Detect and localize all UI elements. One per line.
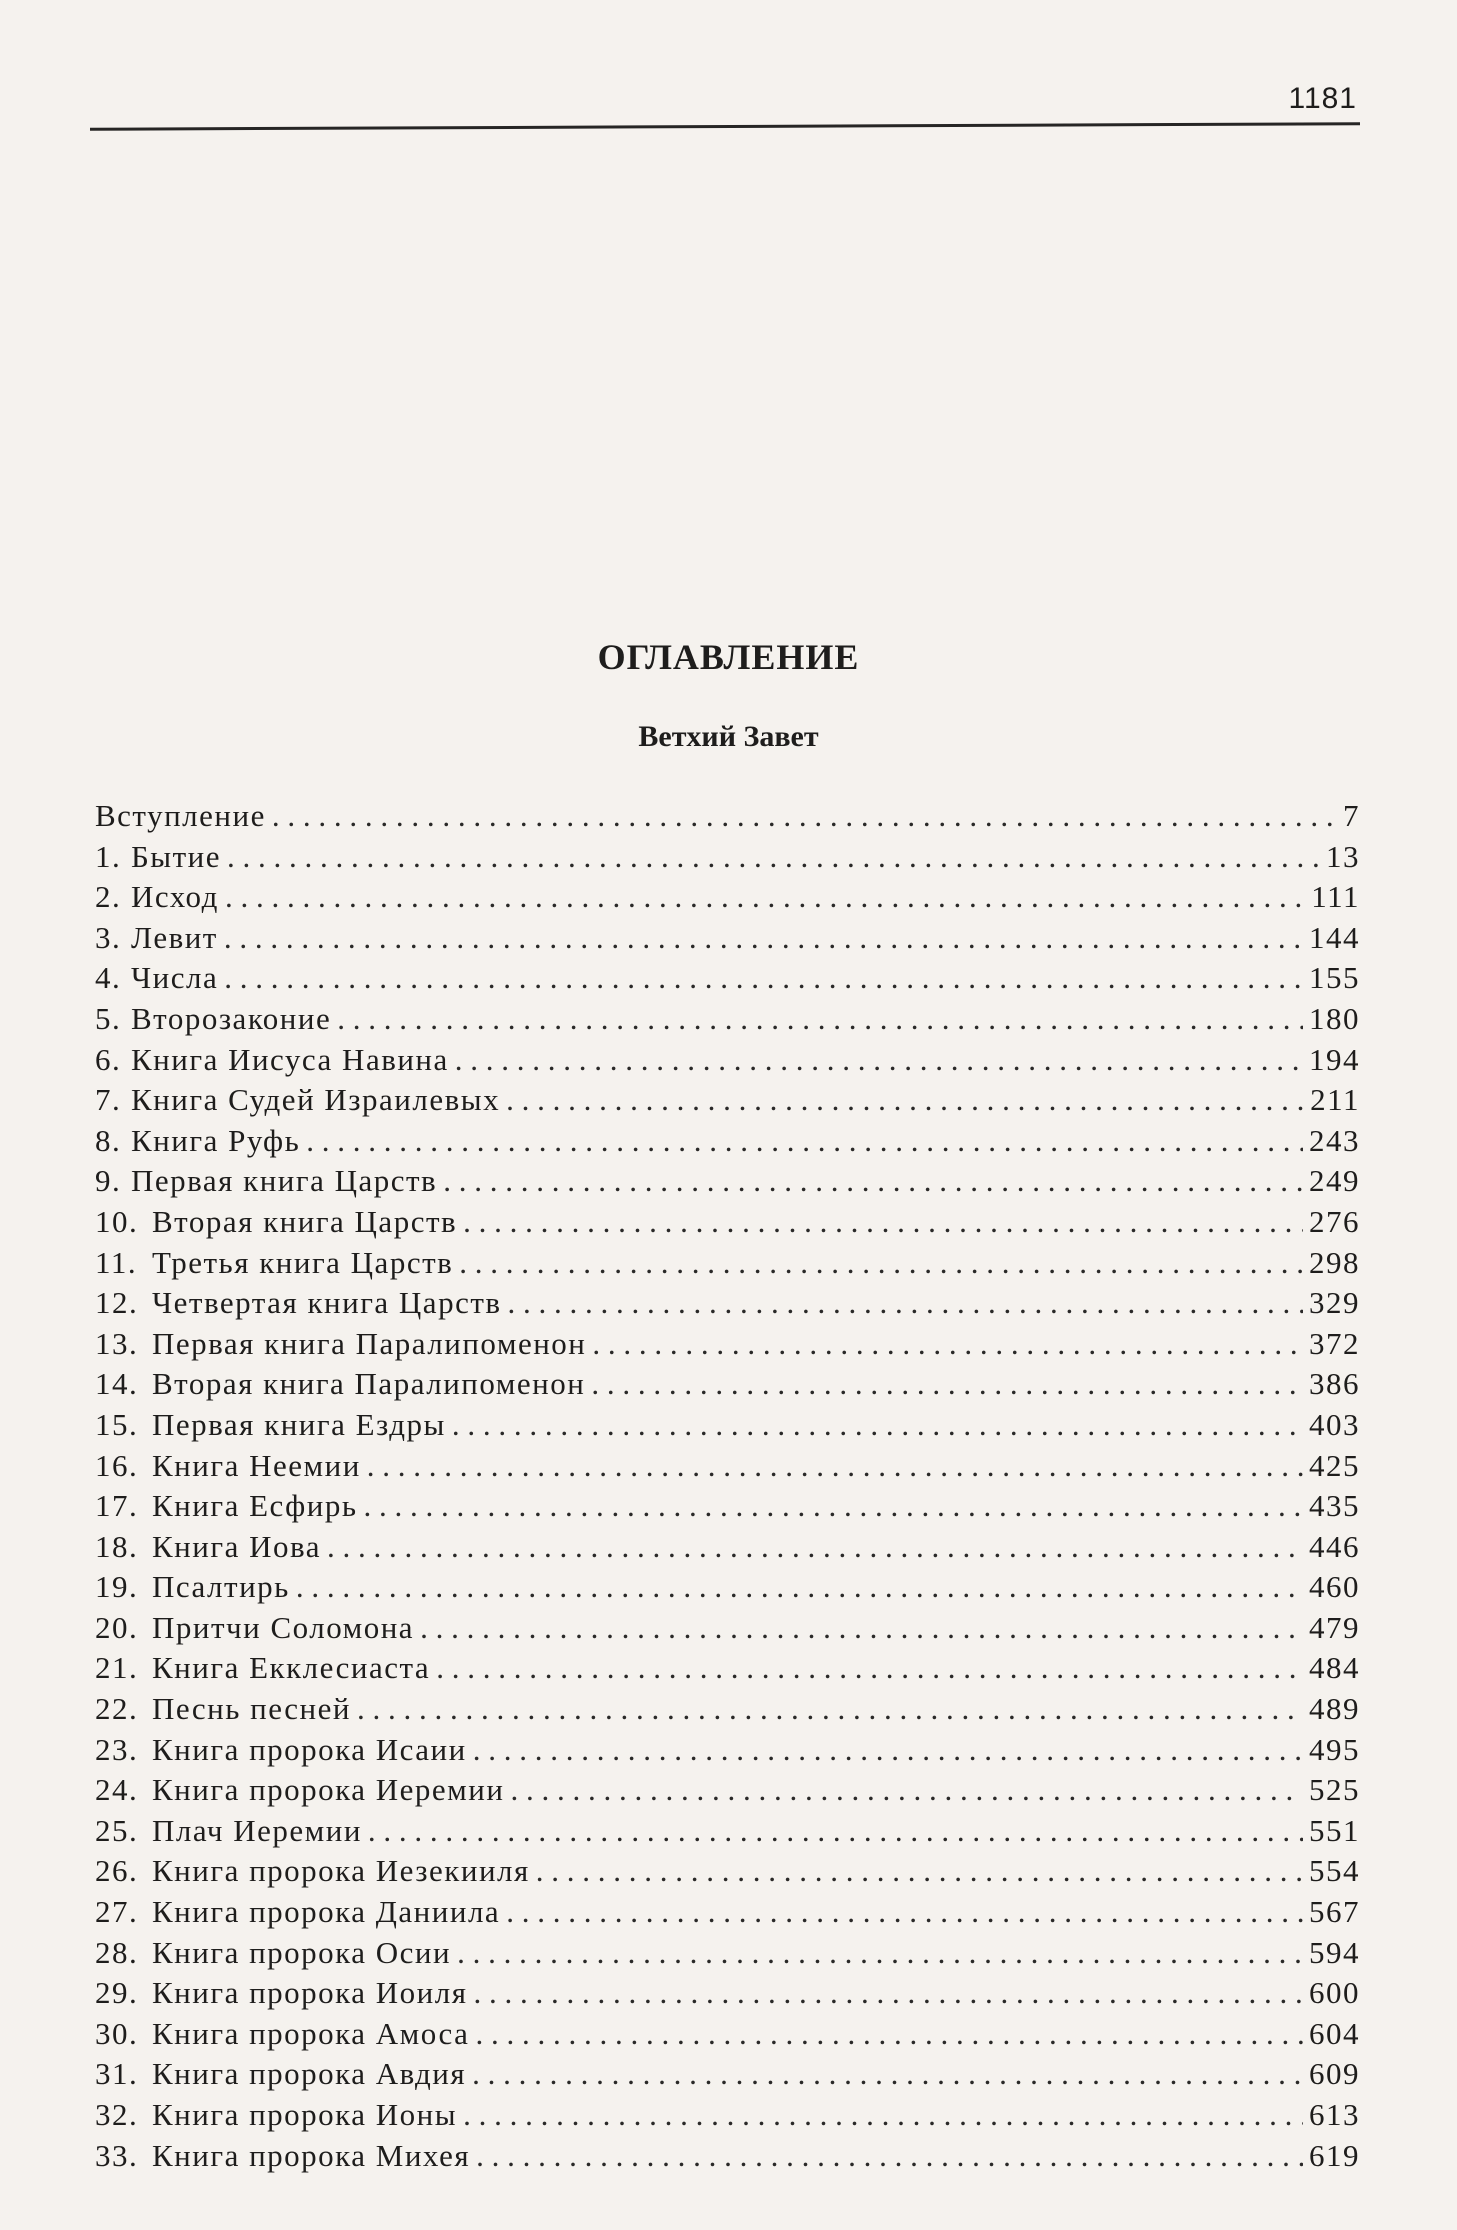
toc-entry-title: Книга пророка Осии: [152, 1934, 452, 1970]
toc-entry-page: 111: [1311, 879, 1360, 915]
toc-entry-number: 7.: [95, 1082, 122, 1118]
dot-leader: [452, 1407, 1303, 1443]
toc-entry-page: 249: [1309, 1163, 1360, 1199]
toc-entry: [95, 2138, 1360, 2179]
toc-entry-title: Бытие: [131, 838, 222, 874]
dot-leader: [472, 2056, 1303, 2092]
toc-entry-number: 15.: [95, 1406, 139, 1442]
toc-entry-page: 435: [1309, 1488, 1360, 1524]
dot-leader: [363, 1488, 1303, 1524]
toc-entry: [95, 1853, 1360, 1894]
toc-entry-page: 567: [1309, 1894, 1360, 1930]
toc-entry-title: Книга пророка Иоиля: [152, 1975, 468, 2011]
toc-entry-page: 298: [1309, 1244, 1360, 1280]
toc-entry: [95, 2056, 1360, 2097]
dot-leader: [510, 1772, 1303, 1808]
toc-entry-title: Псалтирь: [152, 1569, 290, 1605]
table-of-contents: [95, 798, 1360, 2178]
toc-entry-page: 386: [1309, 1366, 1360, 1402]
toc-entry: [95, 1163, 1360, 1204]
dot-leader: [443, 1163, 1303, 1199]
toc-entry-page: 329: [1309, 1285, 1360, 1321]
toc-entry-page: 551: [1309, 1812, 1360, 1848]
dot-leader: [357, 1691, 1303, 1727]
section-title: Ветхий Завет: [638, 720, 819, 753]
dot-leader: [459, 1245, 1303, 1281]
toc-entry-page: 613: [1309, 2097, 1360, 2132]
dot-leader: [436, 1650, 1303, 1686]
toc-entry-page: 495: [1309, 1731, 1360, 1767]
dot-leader: [463, 2097, 1303, 2133]
toc-entry: [95, 1366, 1360, 1407]
page-number: 1181: [1288, 82, 1357, 115]
toc-entry-page: 243: [1309, 1122, 1360, 1158]
toc-entry: [95, 1123, 1360, 1164]
toc-entry-page: 7: [1343, 798, 1360, 833]
toc-entry-page: 604: [1309, 2015, 1360, 2051]
toc-entry-title: Книга пророка Ионы: [152, 2097, 458, 2132]
dot-leader: [420, 1610, 1303, 1646]
toc-entry: [95, 1529, 1360, 1570]
toc-entry-title: Вторая книга Царств: [152, 1203, 458, 1239]
toc-entry: [95, 1001, 1360, 1042]
toc-entry-number: 3.: [95, 919, 122, 955]
toc-entry-title: Четвертая книга Царств: [152, 1285, 502, 1321]
header-rule: [90, 122, 1360, 131]
toc-entry-page: 403: [1309, 1406, 1360, 1442]
dot-leader: [368, 1813, 1303, 1849]
toc-entry-number: 32.: [95, 2097, 139, 2132]
toc-entry-number: 11.: [95, 1244, 138, 1280]
toc-entry-page: 211: [1310, 1082, 1360, 1118]
toc-entry-number: 20.: [95, 1609, 139, 1645]
toc-entry-number: 8.: [95, 1122, 122, 1158]
toc-entry: [95, 1042, 1360, 1083]
toc-entry: [95, 2016, 1360, 2057]
toc-entry: [95, 1245, 1360, 1286]
toc-entry-number: 10.: [95, 1203, 139, 1239]
toc-entry-title: Третья книга Царств: [152, 1244, 454, 1280]
toc-entry-title: Книга пророка Амоса: [152, 2015, 470, 2051]
toc-entry-number: 17.: [95, 1488, 139, 1524]
toc-entry-title: Книга Руфь: [131, 1122, 301, 1158]
toc-entry-title: Песнь песней: [152, 1691, 351, 1727]
toc-entry: [95, 960, 1360, 1001]
toc-entry-page: 479: [1309, 1609, 1360, 1645]
dot-leader: [455, 1042, 1303, 1078]
toc-entry: [95, 879, 1360, 920]
toc-entry-number: 23.: [95, 1731, 139, 1767]
toc-entry: [95, 839, 1360, 880]
toc-entry-number: 21.: [95, 1650, 139, 1686]
toc-entry-number: 14.: [95, 1366, 139, 1402]
dot-leader: [508, 1285, 1303, 1321]
toc-entry-title: Книга Неемии: [152, 1447, 361, 1483]
dot-leader: [306, 1123, 1303, 1159]
toc-entry-page: 446: [1309, 1528, 1360, 1564]
dot-leader: [225, 879, 1305, 915]
toc-entry: [95, 1326, 1360, 1367]
toc-entry-number: 4.: [95, 960, 122, 996]
toc-entry-title: Первая книга Царств: [131, 1163, 438, 1199]
toc-entry-title: Исход: [131, 879, 219, 915]
toc-entry: [95, 1569, 1360, 1610]
toc-entry-title: Книга Иова: [152, 1528, 321, 1564]
toc-entry-title: Вторая книга Паралипоменон: [152, 1366, 586, 1402]
toc-entry-number: 29.: [95, 1975, 139, 2011]
toc-entry-title: Книга пророка Михея: [152, 2137, 471, 2173]
toc-entry-number: 24.: [95, 1772, 139, 1808]
toc-entry-title: Книга пророка Иеремии: [152, 1772, 505, 1808]
dot-leader: [476, 2138, 1303, 2174]
toc-entry: [95, 920, 1360, 961]
dot-leader: [227, 839, 1320, 875]
toc-entry-number: 30.: [95, 2015, 139, 2051]
toc-entry-number: 18.: [95, 1528, 139, 1564]
toc-entry-number: 12.: [95, 1285, 139, 1321]
toc-entry: [95, 1975, 1360, 2016]
toc-entry-number: 5.: [95, 1000, 122, 1036]
toc-entry-title: Книга пророка Даниила: [152, 1894, 501, 1930]
dot-leader: [272, 798, 1337, 834]
toc-entry-page: 155: [1309, 960, 1360, 996]
toc-entry-title: Плач Иеремии: [152, 1812, 362, 1848]
toc-entry: [95, 1650, 1360, 1691]
toc-entry-title: Книга пророка Исаии: [152, 1731, 467, 1767]
dot-leader: [224, 960, 1303, 996]
dot-leader: [327, 1529, 1303, 1565]
toc-entry-number: 2.: [95, 879, 122, 915]
dot-leader: [457, 1935, 1303, 1971]
toc-entry-page: 609: [1309, 2056, 1360, 2092]
dot-leader: [506, 1894, 1303, 1930]
toc-entry-page: 619: [1309, 2137, 1360, 2173]
dot-leader: [337, 1001, 1303, 1037]
toc-entry-number: 31.: [95, 2056, 139, 2092]
dot-leader: [296, 1569, 1303, 1605]
dot-leader: [536, 1853, 1303, 1889]
toc-entry-page: 276: [1309, 1203, 1360, 1239]
toc-entry: [95, 1813, 1360, 1854]
toc-entry-page: 13: [1326, 838, 1360, 874]
toc-entry: [95, 798, 1360, 839]
toc-entry-page: 489: [1309, 1691, 1360, 1727]
dot-leader: [591, 1366, 1303, 1402]
dot-leader: [592, 1326, 1303, 1362]
toc-entry-page: 460: [1309, 1569, 1360, 1605]
toc-entry: [95, 1894, 1360, 1935]
toc-entry-title: Левит: [131, 919, 218, 955]
toc-entry-title: Книга пророка Авдия: [152, 2056, 467, 2092]
toc-entry-page: 425: [1309, 1447, 1360, 1483]
toc-entry: [95, 1691, 1360, 1732]
toc-entry-number: 28.: [95, 1934, 139, 1970]
toc-entry-number: 33.: [95, 2137, 139, 2173]
toc-entry-number: 26.: [95, 1853, 139, 1889]
toc-entry-title: Книга Иисуса Навина: [131, 1041, 449, 1077]
toc-entry-page: 372: [1309, 1325, 1360, 1361]
toc-entry-number: 13.: [95, 1325, 139, 1361]
dot-leader: [506, 1082, 1304, 1118]
dot-leader: [224, 920, 1303, 956]
dot-leader: [473, 1732, 1303, 1768]
toc-entry: [95, 1285, 1360, 1326]
toc-entry-title: Книга Судей Израилевых: [131, 1082, 501, 1118]
toc-entry-title: Числа: [131, 960, 219, 996]
toc-entry: [95, 1732, 1360, 1773]
toc-entry-title: Книга Есфирь: [152, 1488, 358, 1524]
toc-entry: [95, 1772, 1360, 1813]
toc-entry-page: 180: [1309, 1000, 1360, 1036]
toc-entry-page: 525: [1309, 1772, 1360, 1808]
toc-entry: [95, 1204, 1360, 1245]
toc-entry-number: 1.: [95, 838, 122, 874]
toc-entry: [95, 1610, 1360, 1651]
toc-entry-title: Книга Екклесиаста: [152, 1650, 431, 1686]
toc-entry-title: Притчи Соломона: [152, 1609, 415, 1645]
toc-entry: [95, 1082, 1360, 1123]
toc-entry-number: 22.: [95, 1691, 139, 1727]
toc-entry: [95, 1488, 1360, 1529]
toc-entry: [95, 1935, 1360, 1976]
dot-leader: [463, 1204, 1303, 1240]
toc-entry: [95, 1448, 1360, 1489]
toc-entry-title: Книга пророка Иезекииля: [152, 1853, 530, 1889]
toc-entry-page: 484: [1309, 1650, 1360, 1686]
toc-entry-title: Первая книга Паралипоменон: [152, 1325, 587, 1361]
toc-entry-number: 27.: [95, 1894, 139, 1930]
toc-entry-title: Первая книга Ездры: [152, 1406, 446, 1442]
toc-entry-page: 144: [1309, 919, 1360, 955]
toc-title: ОГЛАВЛЕНИЕ: [597, 637, 860, 677]
dot-leader: [473, 1975, 1303, 2011]
toc-entry-page: 600: [1309, 1975, 1360, 2011]
toc-entry-page: 554: [1309, 1853, 1360, 1889]
toc-entry-number: 6.: [95, 1041, 122, 1077]
dot-leader: [367, 1448, 1303, 1484]
toc-entry-title: Второзаконие: [131, 1000, 332, 1036]
dot-leader: [475, 2016, 1303, 2052]
toc-entry-number: 19.: [95, 1569, 139, 1605]
toc-entry-number: 9.: [95, 1163, 122, 1199]
toc-entry: [95, 2097, 1360, 2138]
toc-entry-page: 594: [1309, 1934, 1360, 1970]
toc-entry-title: Вступление: [95, 798, 266, 833]
toc-entry-number: 16.: [95, 1447, 139, 1483]
toc-entry-number: 25.: [95, 1812, 139, 1848]
toc-entry: [95, 1407, 1360, 1448]
toc-entry-page: 194: [1309, 1041, 1360, 1077]
